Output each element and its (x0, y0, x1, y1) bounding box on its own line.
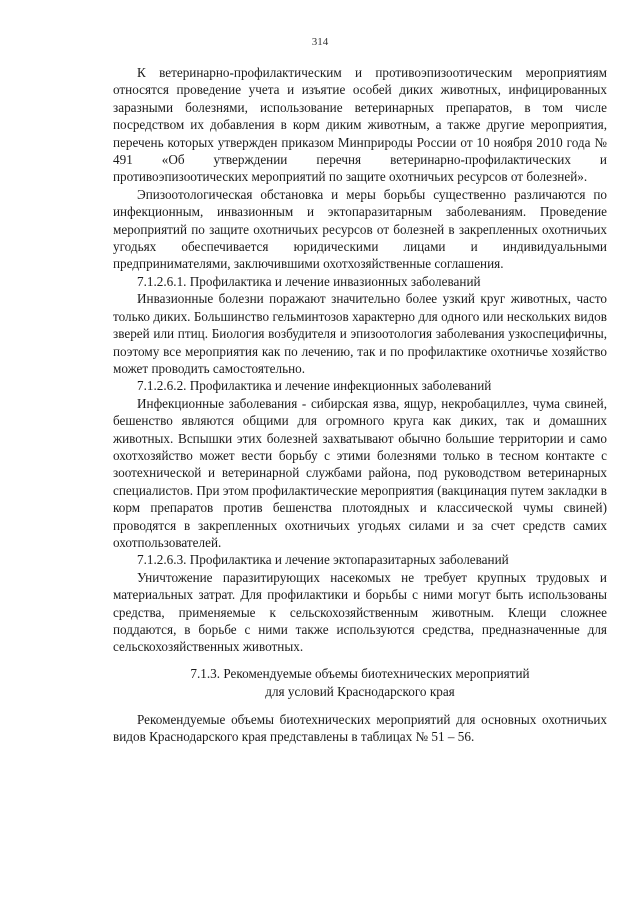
subsection-heading-infectious: 7.1.2.6.2. Профилактика и лечение инфекционных заболеваний (137, 378, 492, 394)
section-title (113, 665, 607, 701)
paragraph-infectious-diseases: Инфекционные заболевания - сибирская язва, ящур, некробациллез, чума свиней, бешенство являются общими для огромного круга как диких, так и домашних животных. Вспышки этих болезней захватывают обычно большие территории и само охотхозяйство может вести борьбу с этими болезнями только в тесном контакте с зоотехнической и ветеринарной службами района, под руководством ветеринарных специалистов. При этом профилактические мероприятия (вакцинация путем закладки в корм препаратов против бешенства плотоядных и классической чумы свиней) проводятся в закрепленных охотничьих угодьях силами и за счет средств самих охотпользователей. (113, 395, 607, 550)
paragraph-invasive-diseases: Инвазионные болезни поражают значительно более узкий круг животных, часто только диких. Большинство гельминтозов характерно для одного или нескольких видов зверей или птиц. Биология возбудителя и эпизоотология заболевания узкоспецифичны, поэтому все мероприятия как по лечению, так и по профилактике охотничье хозяйство может проводить самостоятельно. (113, 291, 607, 376)
subsection-heading-ectoparasitic: 7.1.2.6.3. Профилактика и лечение эктопаразитарных заболеваний (137, 552, 509, 568)
paragraph-recommended-volumes: Рекомендуемые объемы биотехнических мероприятий для основных охотничьих видов Краснодарского края представлены в таблицах № 51 – 56. (113, 711, 607, 745)
page-body (113, 64, 607, 746)
page-number: 314 (311, 36, 329, 48)
section-title-line-1: 7.1.3. Рекомендуемые объемы биотехнических мероприятий (190, 665, 530, 681)
subsection-heading-invasive: 7.1.2.6.1. Профилактика и лечение инвазионных заболеваний (137, 273, 481, 289)
paragraph-ectoparasitic-diseases: Уничтожение паразитирующих насекомых не требует крупных трудовых и материальных затрат. Для профилактики и борьбы с ними могут быть использованы средства, применяемые к сельскохозяйственным животным. Клещи сложнее поддаются, в борьбе с ними также используются средства, предназначенные для сельскохозяйственных животных. (113, 569, 607, 655)
paragraph-vet-measures: К ветеринарно-профилактическим и противоэпизоотическим мероприятиям относятся проведение учета и изъятие особей диких животных, инфицированных заразными болезнями, использование ветеринарных препаратов, в том числе посредством их добавления в корм диким животным, а также другие мероприятия, перечень которых утвержден приказом Минприроды России от 10 ноября 2010 года № 491 «Об утверждении перечня ветеринарно-профилактических и противоэпизоотических мероприятий по защите охотничьих ресурсов от болезней». (113, 65, 607, 185)
section-title-line-2: для условий Краснодарского края (265, 683, 455, 699)
paragraph-epizootic-situation: Эпизоотологическая обстановка и меры борьбы существенно различаются по инфекционным, инвазионным и эктопаразитарным заболеваниям. Проведение мероприятий по защите охотничьих ресурсов от болезней в закрепленных охотничьих угодьях обеспечивается юридическими лицами и индивидуальными предпринимателями, заключившими охотхозяйственные соглашения. (113, 186, 607, 272)
